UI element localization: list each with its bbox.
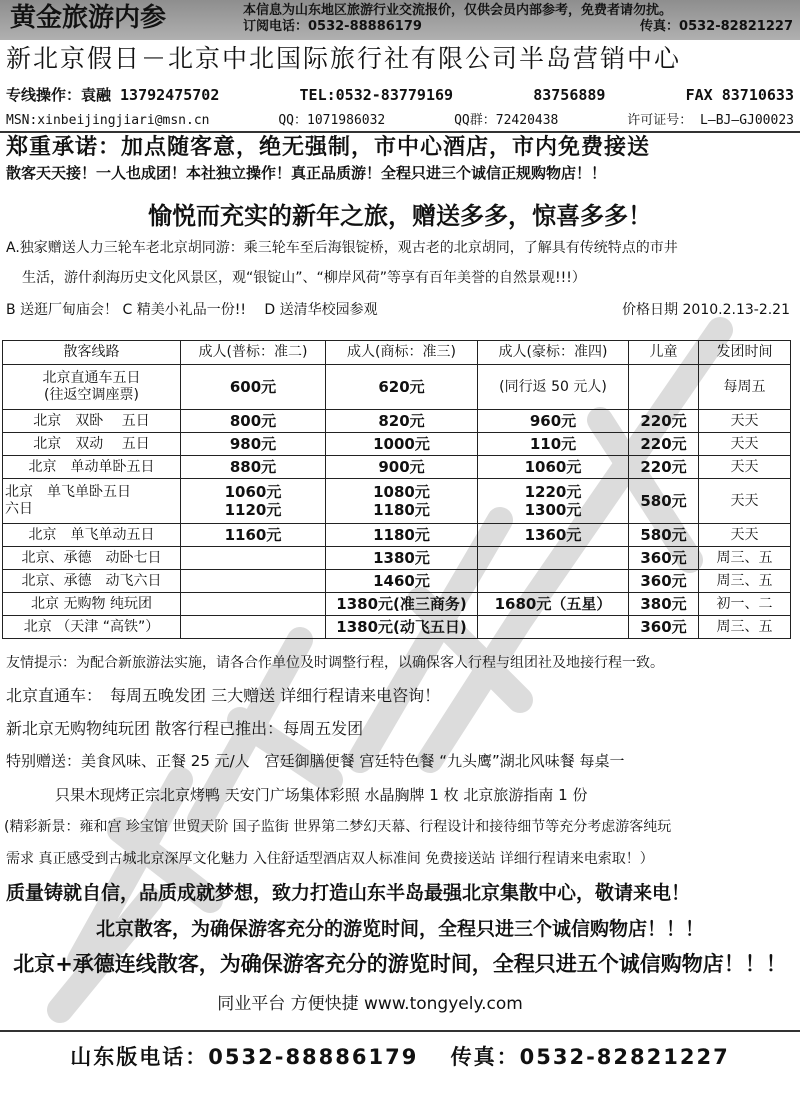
- price-cell: 880元: [181, 456, 326, 479]
- price-cell: [478, 616, 629, 639]
- qq: QQ：1071986032: [278, 113, 386, 128]
- column-header: 成人(商标：准三): [326, 341, 478, 365]
- price-cell: 1380元(准三商务): [326, 593, 478, 616]
- price-cell: 1380元: [326, 547, 478, 570]
- msn-line: [6, 113, 794, 129]
- column-header: 发团时间: [699, 341, 791, 365]
- price-cell: 周三、五: [699, 570, 791, 593]
- msn: MSN:xinbeijingjiari@msn.cn: [6, 113, 210, 128]
- table-row: [3, 547, 791, 570]
- price-date: 价格日期 2010.2.13-2.21: [622, 302, 790, 318]
- platform-link[interactable]: 同业平台 方便快捷 www.tongyely.com: [217, 994, 523, 1014]
- promo-headline: 愉悦而充实的新年之旅，赠送多多，惊喜多多！: [148, 202, 652, 230]
- price-cell: 天天: [699, 479, 791, 524]
- quality-slogan: 质量铸就自信，品质成就梦想，致力打造山东半岛最强北京集散中心，敬请来电！: [6, 882, 691, 904]
- price-cell: 360元: [629, 616, 699, 639]
- gift-a-line2: 生活，游什刹海历史文化风景区，观“银锭山”、“柳岸风荷”等享有百年美誉的自然景观!!!）: [22, 270, 586, 286]
- no-shopping: 新北京无购物纯玩团 散客行程已推出：每周五发团: [6, 719, 364, 738]
- price-cell: 820元: [326, 410, 478, 433]
- contact-line: [6, 86, 794, 104]
- notice-text: 本信息为山东地区旅游行业交流报价，仅供会员内部参考，免费者请勿扰。: [243, 3, 673, 18]
- route-cell: 北京 无购物 纯玩团: [3, 593, 181, 616]
- table-row: [3, 570, 791, 593]
- header-fax: 传真：0532-82821227: [640, 19, 793, 34]
- column-header: 儿童: [629, 341, 699, 365]
- footer-divider: [0, 1030, 800, 1032]
- price-cell: 220元: [629, 433, 699, 456]
- fax: FAX 83710633: [685, 86, 794, 104]
- tip: 友情提示：为配合新旅游法实施，请各合作单位及时调整行程，以确保客人行程与组团社及地接行程一致。: [6, 655, 664, 671]
- gifts-bcd: B 送逛厂甸庙会！ C 精美小礼品一份!! D 送清华校园参观: [6, 302, 378, 318]
- price-cell: [181, 547, 326, 570]
- price-cell: 360元: [629, 570, 699, 593]
- subscribe-phone: 订阅电话：0532-88886179: [243, 19, 422, 34]
- divider: [0, 131, 800, 133]
- promise-sub: 散客天天接！一人也成团！本社独立操作！真正品质游！全程只进三个诚信正规购物店！！: [6, 164, 607, 182]
- table-row: [3, 593, 791, 616]
- header-row: [3, 341, 791, 365]
- price-cell: [181, 616, 326, 639]
- price-cell: 380元: [629, 593, 699, 616]
- price-cell: 1220元 1300元: [478, 479, 629, 524]
- price-cell: 1380元(动飞五日): [326, 616, 478, 639]
- route-cell: 北京 （天津 “高铁”）: [3, 616, 181, 639]
- gift-line1: 特别赠送：美食风味、正餐 25 元/人 宫廷御膳便餐 宫廷特色餐 “九头鹰”湖北风味餐 每桌一: [6, 752, 625, 770]
- price-cell: 每周五: [699, 365, 791, 410]
- price-table: [2, 340, 791, 639]
- table-row: [3, 616, 791, 639]
- beijing-shopping: 北京散客，为确保游客充分的游览时间，全程只进三个诚信购物店！！！: [95, 918, 704, 940]
- qq-group: QQ群：72420438: [454, 113, 559, 128]
- gift-line2: 只果木现烤正宗北京烤鸭 天安门广场集体彩照 水晶胸牌 1 枚 北京旅游指南 1 份: [55, 786, 588, 804]
- price-cell: 220元: [629, 410, 699, 433]
- operator-phone: 专线操作：袁融 13792475702: [6, 86, 220, 104]
- tel2: 83756889: [533, 86, 606, 104]
- table-row: [3, 410, 791, 433]
- table-row: [3, 365, 791, 410]
- column-header: 散客线路: [3, 341, 181, 365]
- scene-line2: 需求 真正感受到古城北京深厚文化魅力 入住舒适型酒店双人标准间 免费接送站 详细行程请来电索取！）: [6, 851, 654, 867]
- price-cell: 周三、五: [699, 616, 791, 639]
- price-cell: 1060元: [478, 456, 629, 479]
- footer-contact: 山东版电话：0532-88886179 传真：0532-82821227: [70, 1045, 730, 1069]
- price-cell: 900元: [326, 456, 478, 479]
- route-cell: 北京、承德 动飞六日: [3, 570, 181, 593]
- brand-logo: 黄金旅游内参: [10, 3, 167, 33]
- price-cell: (同行返 50 元人): [478, 365, 629, 410]
- chengde-shopping: 北京+承德连线散客，为确保游客充分的游览时间，全程只进五个诚信购物店！！！: [13, 952, 787, 976]
- price-cell: 960元: [478, 410, 629, 433]
- price-cell: 天天: [699, 524, 791, 547]
- company-title: 新北京假日－北京中北国际旅行社有限公司半岛营销中心: [6, 44, 682, 73]
- scene-line1: (精彩新景：雍和宫 珍宝馆 世贸天阶 国子监街 世界第二梦幻天幕、行程设计和接待细节等充分考虑游客纯玩: [4, 819, 672, 835]
- price-cell: [629, 365, 699, 410]
- price-cell: 620元: [326, 365, 478, 410]
- route-cell: 北京 双动 五日: [3, 433, 181, 456]
- price-cell: [478, 547, 629, 570]
- table-row: [3, 524, 791, 547]
- table-row: [3, 456, 791, 479]
- price-cell: 1460元: [326, 570, 478, 593]
- tel: TEL:0532-83779169: [299, 86, 454, 104]
- price-cell: 1060元 1120元: [181, 479, 326, 524]
- price-cell: [181, 593, 326, 616]
- license: 许可证号： L—BJ—GJ00023: [627, 113, 794, 128]
- price-cell: 1000元: [326, 433, 478, 456]
- route-cell: 北京 单飞单卧五日 六日: [3, 479, 181, 524]
- price-cell: 天天: [699, 433, 791, 456]
- price-cell: 周三、五: [699, 547, 791, 570]
- promise: 郑重承诺：加点随客意，绝无强制，市中心酒店，市内免费接送: [6, 135, 651, 160]
- price-cell: 220元: [629, 456, 699, 479]
- price-cell: 1160元: [181, 524, 326, 547]
- direct-train: 北京直通车： 每周五晚发团 三大赠送 详细行程请来电咨询！: [6, 686, 441, 705]
- column-header: 成人(豪标：准四): [478, 341, 629, 365]
- price-cell: 580元: [629, 524, 699, 547]
- price-cell: 1180元: [326, 524, 478, 547]
- price-cell: 天天: [699, 456, 791, 479]
- price-cell: [478, 570, 629, 593]
- route-cell: 北京 单动单卧五日: [3, 456, 181, 479]
- gift-a-line1: A.独家赠送人力三轮车老北京胡同游：乘三轮车至后海银锭桥，观古老的北京胡同，了解具有传统特点的市井: [6, 240, 678, 256]
- price-cell: 360元: [629, 547, 699, 570]
- price-cell: [181, 570, 326, 593]
- column-header: 成人(普标：准二): [181, 341, 326, 365]
- table-row: [3, 479, 791, 524]
- price-cell: 初一、二: [699, 593, 791, 616]
- price-cell: 600元: [181, 365, 326, 410]
- route-cell: 北京、承德 动卧七日: [3, 547, 181, 570]
- price-cell: 1080元 1180元: [326, 479, 478, 524]
- route-cell: 北京 单飞单动五日: [3, 524, 181, 547]
- price-cell: 1680元（五星）: [478, 593, 629, 616]
- table-row: [3, 433, 791, 456]
- price-cell: 580元: [629, 479, 699, 524]
- price-cell: 110元: [478, 433, 629, 456]
- price-cell: 800元: [181, 410, 326, 433]
- header-notice: [243, 3, 793, 35]
- price-cell: 980元: [181, 433, 326, 456]
- price-cell: 1360元: [478, 524, 629, 547]
- route-cell: 北京 双卧 五日: [3, 410, 181, 433]
- route-cell: 北京直通车五日 (往返空调座票): [3, 365, 181, 410]
- price-cell: 天天: [699, 410, 791, 433]
